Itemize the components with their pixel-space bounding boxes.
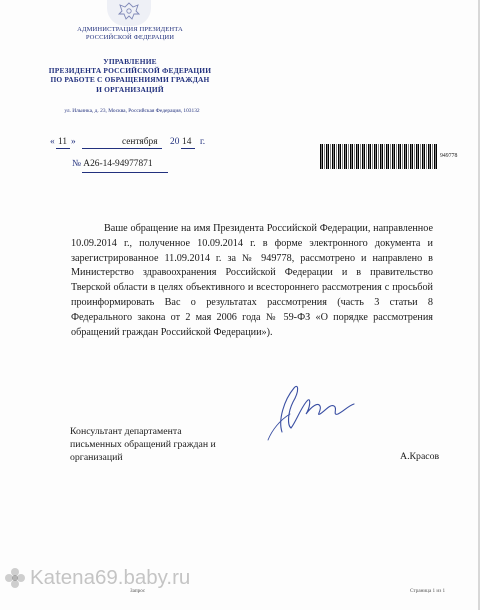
date-day: 11	[58, 137, 68, 147]
flower-icon	[4, 567, 26, 589]
date-year-abbr: г.	[200, 137, 206, 147]
title-line: Консультант департамента	[70, 426, 182, 437]
date-close-quote: »	[71, 137, 76, 147]
dept-line: И ОРГАНИЗАЦИЙ	[96, 84, 164, 94]
administration-heading	[60, 26, 200, 42]
footer-left: Запрос	[130, 588, 146, 594]
coat-of-arms-emblem	[107, 0, 151, 26]
letter-body: Ваше обращение на имя Президента Российской Федерации, направленное 10.09.2014 г., полученное 10.09.2014 г. в форме электронного документа и зарегистрированное 11.09.2014 г. за № 949778, рассмотрено и направлено в Министерство здравоохранения Российской Федерации и в правительство Тверской области в целях объективного и всестороннего рассмотрения с просьбой проинформировать Вас о результатах рассмотрения (часть 3 статьи 8 Федерального закона от 2 мая 2006 года № 59-ФЗ «О порядке рассмотрения обращений граждан Российской Федерации»).	[71, 223, 433, 338]
department-heading	[32, 57, 228, 94]
registration-number	[72, 159, 153, 169]
barcode-number: 949778	[440, 153, 458, 159]
regnum-underline	[82, 172, 168, 173]
date-year-suffix: 14	[182, 137, 192, 147]
day-underline	[56, 148, 70, 149]
eagle-icon	[114, 0, 144, 22]
title-line: организаций	[70, 452, 123, 464]
dept-line: ПРЕЗИДЕНТА РОССИЙСКОЙ ФЕДЕРАЦИИ	[48, 66, 212, 76]
date-month: сентября	[122, 137, 158, 147]
watermark-text: Katena69.baby.ru	[30, 566, 191, 589]
registration-value: А26-14-94977871	[83, 159, 153, 169]
signatory-name: А.Красов	[400, 451, 440, 462]
barcode	[320, 144, 438, 169]
year-underline	[181, 148, 195, 149]
dept-line: УПРАВЛЕНИЕ	[103, 57, 157, 66]
admin-line: АДМИНИСТРАЦИЯ ПРЕЗИДЕНТА	[77, 26, 183, 33]
watermark	[4, 563, 190, 593]
admin-line: РОССИЙСКОЙ ФЕДЕРАЦИИ	[85, 34, 175, 42]
number-sign: №	[72, 159, 81, 169]
footer-page-number: Страница 1 из 1	[410, 588, 446, 594]
date-year-prefix: 20	[170, 137, 180, 147]
date-open-quote: «	[50, 137, 55, 147]
signatory-title	[70, 425, 216, 465]
handwritten-signature	[260, 370, 360, 445]
dept-line: ПО РАБОТЕ С ОБРАЩЕНИЯМИ ГРАЖДАН	[50, 75, 210, 85]
address-line: ул. Ильинка, д. 23, Москва, Российская Федерация, 103132	[64, 108, 200, 114]
month-underline	[82, 148, 162, 149]
title-line: письменных обращений граждан и	[70, 439, 216, 451]
